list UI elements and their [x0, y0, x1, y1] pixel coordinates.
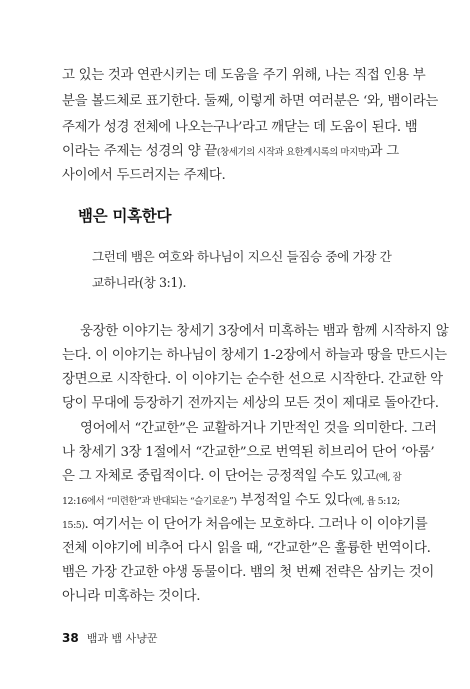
page-footer: [62, 630, 157, 646]
reference-note: 12:16에서 “미련한”과 반대되는 “슬기로운”): [62, 496, 237, 507]
body-text: 은 그 자체로 중립적이다. 이 단어는 긍정적일 수도 있고: [62, 469, 376, 484]
body-text: . 여기서는 이 단어가 처음에는 모호하다. 그러나 이 이야기를: [84, 517, 428, 532]
reference-note: 15:5): [62, 520, 85, 531]
body-text: 과 그: [369, 144, 399, 159]
reference-note: (예, 욥 5:12;: [349, 496, 400, 507]
body-text-line: [62, 467, 406, 488]
body-text-line: 당이 무대에 등장하기 전까지는 세상의 모든 것이 제대로 돌아간다.: [62, 396, 439, 411]
body-text-line: 장면으로 시작한다. 이 이야기는 순수한 선으로 시작한다. 간교한 악: [62, 372, 443, 387]
body-text: 이라는 주제는 성경의 양 끝: [62, 144, 217, 159]
page-number: 38: [62, 631, 79, 645]
parenthetical-note: (창세기의 시작과 요한계시록의 마지막): [216, 147, 370, 158]
scripture-quote-line: 그런데 뱀은 여호와 하나님이 지으신 들짐승 중에 가장 간: [92, 249, 392, 264]
running-title: 뱀과 뱀 사냥꾼: [86, 632, 158, 645]
body-text-line: 나 창세기 3장 1절에서 “간교한”으로 번역된 히브리어 단어 ‘아룸’: [62, 445, 435, 460]
body-text-line: 웅장한 이야기는 창세기 3장에서 미혹하는 뱀과 함께 시작하지 않: [80, 324, 449, 339]
scripture-quote-line: 교하니라(창 3:1).: [92, 275, 187, 290]
body-text-line: 주제가 성경 전체에 나오는구나’라고 깨닫는 데 도움이 된다. 뱀: [62, 120, 418, 135]
body-text-line: 고 있는 것과 연관시키는 데 도움을 주기 위해, 나는 직접 인용 부: [62, 68, 426, 83]
body-text-line: 는다. 이 이야기는 하나님이 창세기 1-2장에서 하늘과 땅을 만드시는: [62, 348, 447, 363]
section-heading: 뱀은 미혹한다: [78, 207, 172, 225]
body-text: 부정적일 수도 있다: [236, 493, 350, 508]
body-text-line: [62, 515, 428, 536]
reference-note: (예, 잠: [375, 472, 402, 483]
body-text-line: 전체 이야기에 비추어 다시 읽을 때, “간교한”은 훌륭한 번역이다.: [62, 541, 431, 556]
body-text-line: [62, 142, 406, 163]
body-text-line: 사이에서 두드러지는 주제다.: [62, 168, 226, 183]
body-text-line: 분을 볼드체로 표기한다. 둘째, 이렇게 하면 여러분은 ‘와, 뱀이라는: [62, 94, 438, 109]
body-text-line: [62, 491, 406, 512]
body-text-line: 영어에서 “간교한”은 교활하거나 기만적인 것을 의미한다. 그러: [80, 421, 437, 436]
body-text-line: 아니라 미혹하는 것이다.: [62, 589, 201, 604]
body-text-line: 뱀은 가장 간교한 야생 동물이다. 뱀의 첫 번째 전략은 삼키는 것이: [62, 565, 435, 580]
